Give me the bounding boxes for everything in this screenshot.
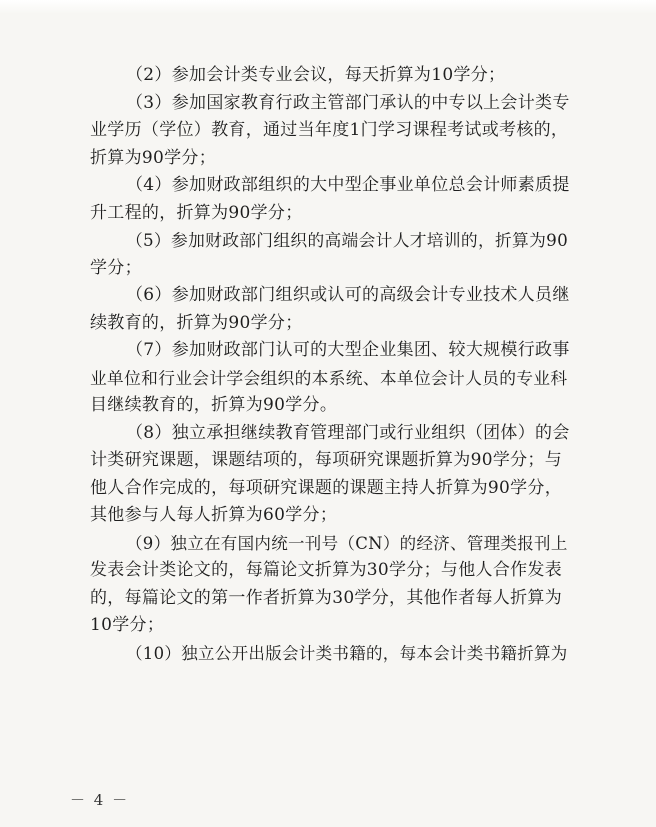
- text-line: （6）参加财政部门组织或认可的高级会计专业技术人员继: [126, 285, 570, 305]
- text-line: 折算为90学分；: [90, 147, 217, 168]
- text-line: （9）独立在有国内统一刊号（CN）的经济、管理类报刊上: [126, 533, 568, 553]
- text-line: （5）参加财政部门组织的高端会计人才培训的，折算为90: [126, 230, 569, 250]
- text-line: （2）参加会计类专业会议，每天折算为10学分；: [126, 65, 506, 85]
- text-line: 发表会计类论文的，每篇论文折算为30学分；与他人合作发表: [90, 560, 563, 580]
- text-line: 业单位和行业会计学会组织的本系统、本单位会计人员的专业科: [90, 367, 568, 388]
- text-line: 他人合作完成的，每项研究课题的课题主持人折算为90学分，: [90, 477, 563, 498]
- text-line: 业学历（学位）教育，通过当年度1门学习课程考试或考核的，: [90, 120, 569, 140]
- text-line: 其他参与人每人折算为60学分；: [90, 505, 338, 525]
- text-line: 目继续教育的，折算为90学分。: [90, 395, 338, 415]
- page-number: － 4 －: [70, 791, 130, 809]
- text-line: 的，每篇论文的第一作者折算为30学分，其他作者每人折算为: [90, 587, 563, 608]
- text-line: 续教育的，折算为90学分；: [90, 312, 303, 333]
- text-line: （3）参加国家教育行政主管部门承认的中专以上会计类专: [126, 92, 570, 113]
- text-line: （4）参加财政部组织的大中型企事业单位总会计师素质提: [126, 175, 570, 195]
- document-body: [90, 62, 570, 667]
- text-line: （10）独立公开出版会计类书籍的，每本会计类书籍折算为: [126, 643, 568, 663]
- text-line: （7）参加财政部门认可的大型企业集团、较大规模行政事: [126, 340, 570, 360]
- text-line: （8）独立承担继续教育管理部门或行业组织（团体）的会: [126, 422, 570, 443]
- text-line: 10学分；: [90, 615, 165, 635]
- text-line: 学分；: [90, 257, 142, 278]
- text-line: 计类研究课题，课题结项的，每项研究课题折算为90学分；与: [90, 450, 563, 470]
- scan-edge: [0, 0, 656, 14]
- text-line: 升工程的，折算为90学分；: [90, 202, 303, 223]
